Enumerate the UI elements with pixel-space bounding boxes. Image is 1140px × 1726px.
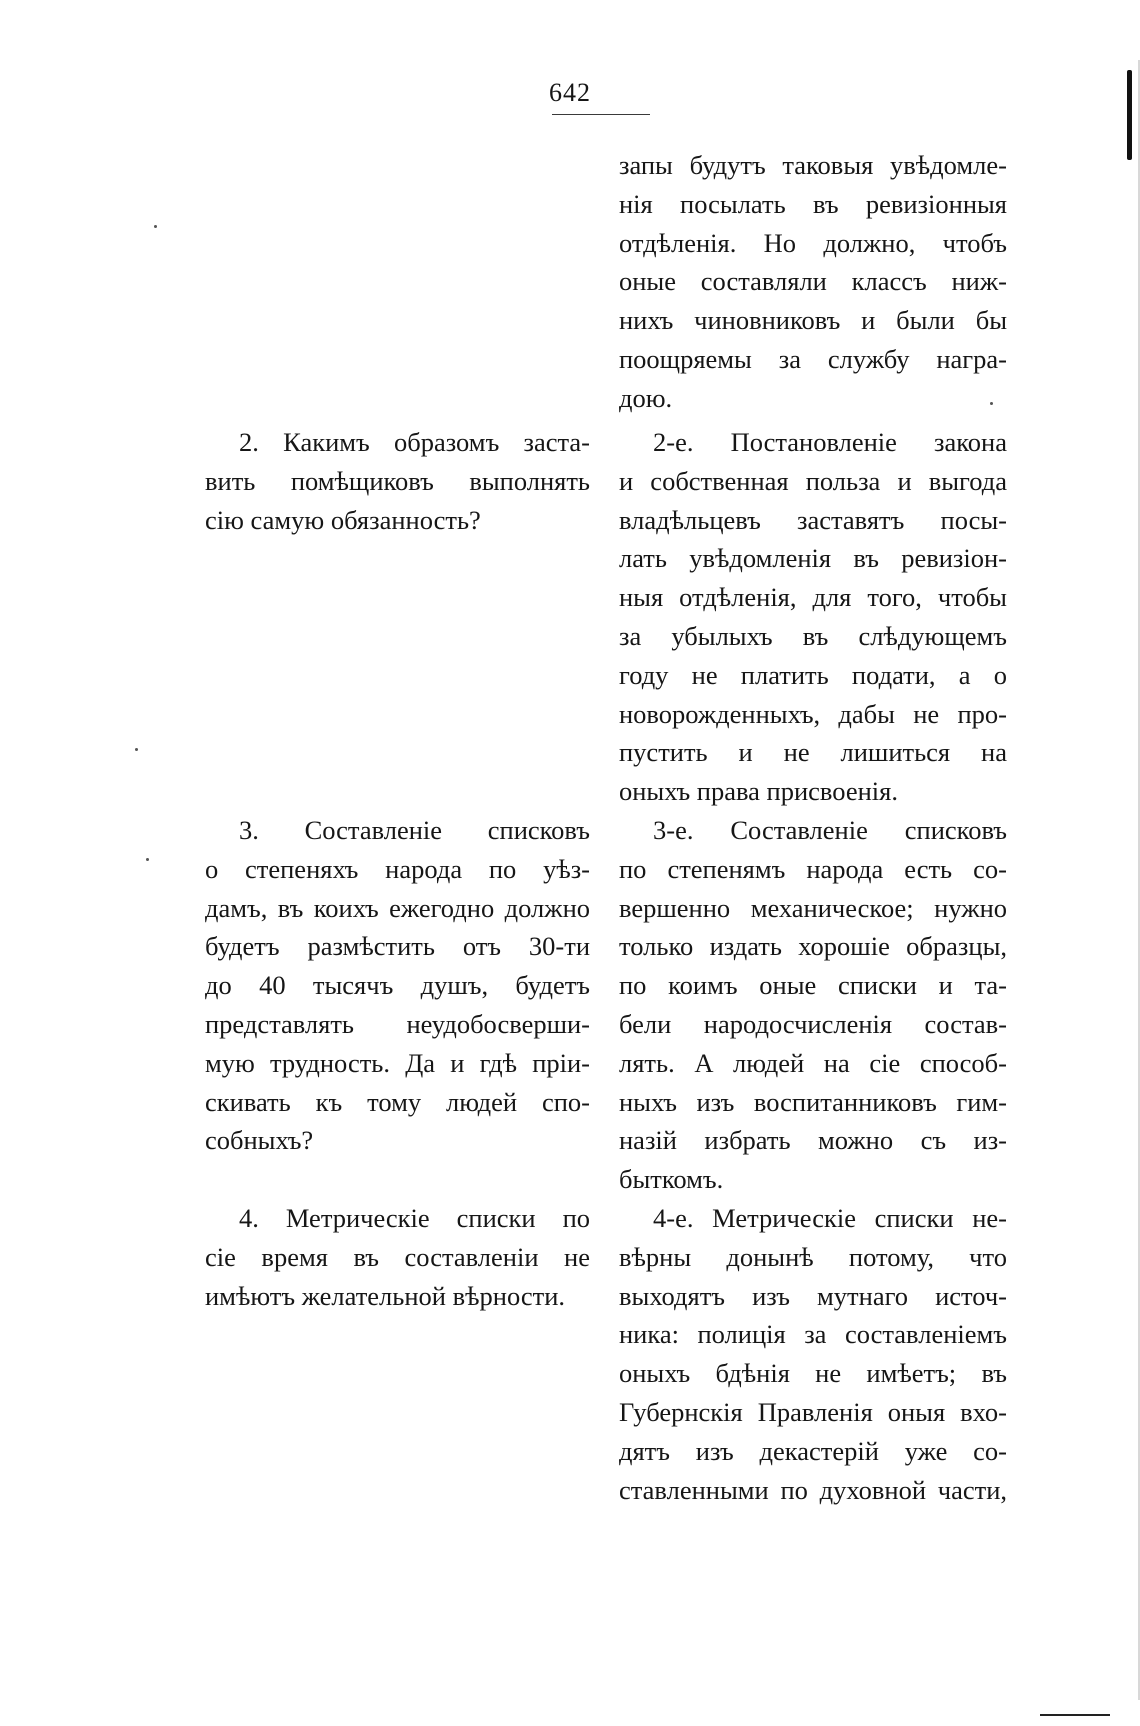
- text-line: до 40 тысячъ душъ, будетъ: [205, 970, 590, 1001]
- text-line: 4. Метрическіе списки по: [239, 1203, 590, 1233]
- text-line: 2-е. Постановленіе закона: [653, 427, 1007, 457]
- text-line: выходятъ изъ мутнаго источ-: [619, 1280, 1007, 1311]
- text-line: дою.: [619, 382, 673, 413]
- text-line: 4-е. Метрическіе списки не-: [653, 1203, 1007, 1233]
- text-line: ника: полиція за составленіемъ: [619, 1319, 1007, 1350]
- text-line: лять. А людей на сіе способ-: [619, 1047, 1007, 1078]
- text-line: собныхъ?: [205, 1125, 314, 1156]
- text-line: владѣльцевъ заставятъ посы-: [619, 504, 1007, 535]
- text-line: быткомъ.: [619, 1164, 724, 1195]
- text-line: за убылыхъ въ слѣдующемъ: [619, 620, 1007, 651]
- text-line: дятъ изъ декастерій уже со-: [619, 1435, 1007, 1466]
- text-line: и собственная польза и выгода: [619, 465, 1007, 496]
- text-line: ставленными по духовной части,: [619, 1474, 1007, 1505]
- text-line: нія посылать въ ревизіонныя: [619, 188, 1007, 219]
- page-edge-mark: [1127, 70, 1132, 160]
- text-line: 3. Составленіе списковъ: [239, 815, 590, 845]
- text-line: только издать хорошіе образцы,: [619, 931, 1007, 962]
- page-number: 642: [549, 78, 591, 107]
- corner-scan-mark: [1040, 1714, 1110, 1716]
- text-line: году не платить подати, а о: [619, 659, 1007, 690]
- text-line: Губернскія Правленія оныя вхо-: [619, 1396, 1007, 1427]
- text-line: будетъ размѣстить отъ 30-ти: [205, 931, 590, 962]
- answer-3: [619, 811, 1007, 1199]
- text-line: мую трудность. Да и гдѣ пріи-: [205, 1047, 590, 1078]
- text-line: по коимъ оные списки и та-: [619, 970, 1007, 1001]
- text-line: оные составляли классъ ниж-: [619, 266, 1007, 297]
- question-3: [205, 811, 590, 1160]
- text-line: назій избрать можно съ из-: [619, 1125, 1007, 1156]
- scan-speck: [990, 402, 993, 405]
- text-line: поощряемы за службу награ-: [619, 343, 1007, 374]
- question-2: [205, 423, 590, 539]
- answer-2: [619, 423, 1007, 811]
- scan-speck: [146, 858, 149, 861]
- text-line: нихъ чиновниковъ и были бы: [619, 305, 1007, 336]
- page-number-rule: [552, 114, 650, 115]
- text-line: сіе время въ составленіи не: [205, 1241, 590, 1272]
- text-line: ныя отдѣленія, для того, чтобы: [619, 582, 1007, 613]
- answer-1-continuation: [619, 146, 1007, 418]
- text-line: представлять неудобосверши-: [205, 1008, 590, 1039]
- text-line: 2. Какимъ образомъ заста-: [239, 427, 590, 457]
- text-line: имѣютъ желательной вѣрности.: [205, 1280, 566, 1311]
- text-line: бели народосчисленія состав-: [619, 1008, 1007, 1039]
- text-line: скивать къ тому людей спо-: [205, 1086, 590, 1117]
- text-line: оныхъ права присвоенія.: [619, 776, 898, 807]
- text-line: вершенно механическое; нужно: [619, 892, 1007, 923]
- scan-speck: [135, 748, 138, 751]
- text-line: о степеняхъ народа по уѣз-: [205, 853, 590, 884]
- text-line: дамъ, въ коихъ ежегодно должно: [205, 892, 590, 923]
- text-line: ныхъ изъ воспитанниковъ гим-: [619, 1086, 1007, 1117]
- text-line: вить помѣщиковъ выполнять: [205, 465, 590, 496]
- question-4: [205, 1199, 590, 1315]
- text-line: сію самую обязанность?: [205, 504, 481, 535]
- answer-4: [619, 1199, 1007, 1509]
- text-line: по степенямъ народа есть со-: [619, 853, 1007, 884]
- text-line: лать увѣдомленія въ ревизіон-: [619, 543, 1007, 574]
- text-line: вѣрны донынѣ потому, что: [619, 1241, 1007, 1272]
- text-line: отдѣленія. Но должно, чтобъ: [619, 227, 1007, 258]
- text-line: запы будутъ таковыя увѣдомле-: [619, 150, 1007, 180]
- text-line: оныхъ бдѣнія не имѣетъ; въ: [619, 1358, 1007, 1389]
- text-line: новорожденныхъ, дабы не про-: [619, 698, 1007, 729]
- scan-speck: [154, 225, 157, 228]
- text-line: 3-е. Составленіе списковъ: [653, 815, 1007, 845]
- text-line: пустить и не лишиться на: [619, 737, 1007, 768]
